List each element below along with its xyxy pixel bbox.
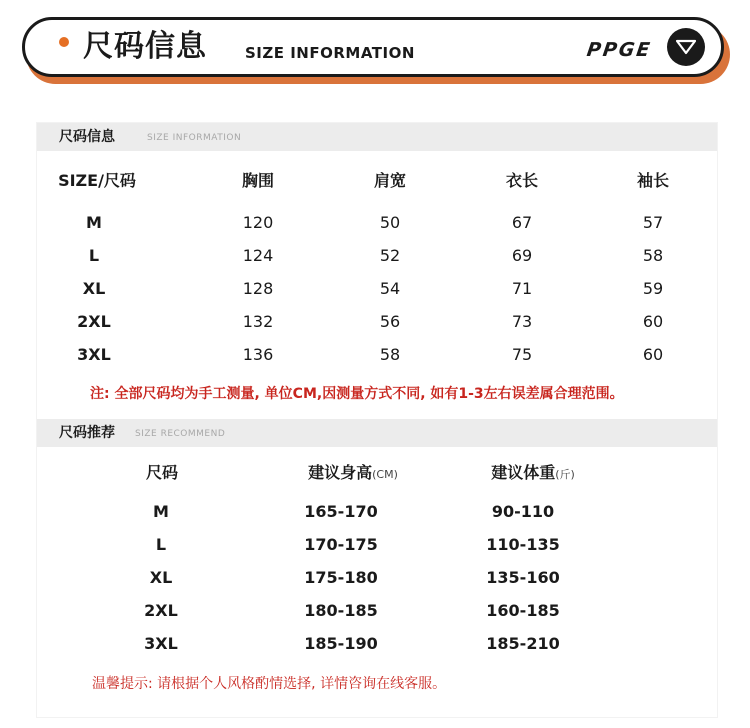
table-cell: 54 — [379, 279, 401, 298]
table-cell: 69 — [511, 246, 533, 265]
table-row — [37, 533, 717, 557]
column-header-label: 建议体重 — [491, 463, 556, 482]
column-header-label: 尺码 — [145, 463, 178, 482]
table-cell: L — [155, 535, 167, 554]
table-cell: 67 — [511, 213, 533, 232]
table-cell: 135-160 — [486, 568, 560, 587]
table-cell: 59 — [642, 279, 664, 298]
table-cell: 2XL — [144, 601, 178, 620]
column-header-unit: (CM) — [372, 468, 398, 481]
size-recommend-title-en: SIZE RECOMMEND — [135, 429, 226, 439]
table-cell: 120 — [242, 213, 274, 232]
table-row — [37, 599, 717, 623]
table-cell: 73 — [511, 312, 533, 331]
table-cell: M — [86, 213, 102, 232]
table-cell: 58 — [642, 246, 664, 265]
table-cell: XL — [149, 568, 173, 587]
size-card — [37, 123, 717, 717]
table-cell: 58 — [379, 345, 401, 364]
chevron-down-icon — [676, 39, 696, 55]
column-header: 衣长 — [505, 171, 538, 190]
table-cell: 60 — [642, 312, 664, 331]
table-cell: 175-180 — [304, 568, 378, 587]
brand-logo: PPGE — [585, 39, 653, 61]
page-subtitle: SIZE INFORMATION — [245, 44, 415, 62]
table-cell: 128 — [242, 279, 274, 298]
table-cell: L — [88, 246, 100, 265]
table-cell: 3XL — [144, 634, 178, 653]
column-header — [283, 461, 423, 487]
table-cell: 165-170 — [304, 502, 378, 521]
table-cell: 185-210 — [486, 634, 560, 653]
scroll-down-button[interactable] — [667, 28, 705, 66]
column-header: 袖长 — [636, 171, 669, 190]
table-cell: 124 — [242, 246, 274, 265]
table-row — [37, 632, 717, 656]
table-cell: 3XL — [77, 345, 111, 364]
table-cell: 90-110 — [491, 502, 555, 521]
table-row — [37, 310, 717, 334]
table-cell: XL — [82, 279, 106, 298]
column-header: SIZE/尺码 — [58, 171, 136, 190]
table-cell: 71 — [511, 279, 533, 298]
table-row — [37, 211, 717, 235]
table-cell: 180-185 — [304, 601, 378, 620]
size-info-title-en: SIZE INFORMATION — [147, 133, 242, 143]
column-header-unit: (斤) — [555, 468, 575, 481]
column-header-label: 建议身高 — [308, 463, 373, 482]
size-info-title: 尺码信息 — [59, 129, 115, 145]
table-cell: 2XL — [77, 312, 111, 331]
table-cell: M — [153, 502, 169, 521]
column-header: 肩宽 — [373, 171, 406, 190]
column-header — [92, 461, 232, 485]
table-row — [37, 277, 717, 301]
size-info-table-header — [37, 169, 717, 193]
size-tip: 温馨提示: 请根据个人风格酌情选择, 详情咨询在线客服。 — [92, 676, 447, 692]
bullet-dot-icon — [59, 37, 69, 47]
size-recommend-title: 尺码推荐 — [59, 425, 115, 441]
size-recommend-table-header — [37, 461, 717, 485]
table-cell: 57 — [642, 213, 664, 232]
table-cell: 136 — [242, 345, 274, 364]
table-row — [37, 500, 717, 524]
table-cell: 56 — [379, 312, 401, 331]
table-row — [37, 343, 717, 367]
table-cell: 160-185 — [486, 601, 560, 620]
page-title: 尺码信息 — [83, 29, 207, 64]
table-row — [37, 244, 717, 268]
table-cell: 185-190 — [304, 634, 378, 653]
table-cell: 52 — [379, 246, 401, 265]
table-row — [37, 566, 717, 590]
size-info-section-header — [37, 123, 717, 151]
size-recommend-section-header — [37, 419, 717, 447]
column-header — [463, 461, 603, 487]
measurement-note: 注: 全部尺码均为手工测量, 单位CM,因测量方式不同, 如有1-3左右误差属合理范围。 — [90, 386, 624, 402]
table-cell: 75 — [511, 345, 533, 364]
table-cell: 132 — [242, 312, 274, 331]
column-header: 胸围 — [241, 171, 274, 190]
table-cell: 110-135 — [486, 535, 560, 554]
table-cell: 60 — [642, 345, 664, 364]
table-cell: 50 — [379, 213, 401, 232]
header-banner — [22, 17, 724, 77]
table-cell: 170-175 — [304, 535, 378, 554]
